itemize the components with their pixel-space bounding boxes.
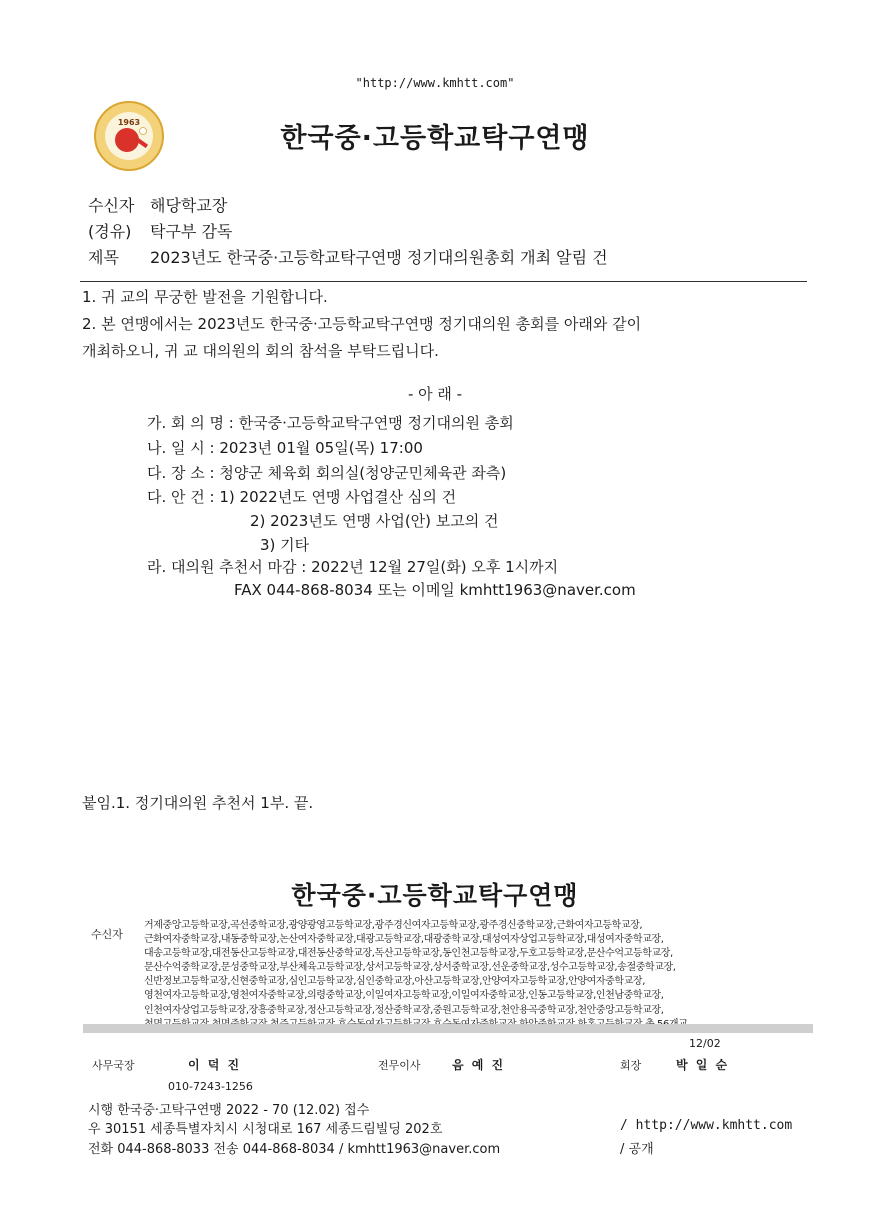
item-deadline: 라. 대의원 추천서 마감 : 2022년 12월 27일(화) 오후 1시까지 (147, 558, 559, 576)
below-heading: - 아 래 - (407, 385, 463, 403)
chair-title: 회장 (620, 1059, 642, 1072)
director-title: 전무이사 (378, 1059, 421, 1072)
via-line (88, 219, 232, 242)
secretary-title: 사무국장 (92, 1059, 135, 1072)
subject-value: 2023년도 한국중·고등학교탁구연맹 정기대의원총회 개최 알림 건 (150, 248, 608, 267)
item-agenda-2: 2) 2023년도 연맹 사업(안) 보고의 건 (250, 512, 499, 530)
subject-label: 제목 (88, 248, 119, 267)
recipients-line: 신반정보고등학교장,신현중학교장,심인고등학교장,심인중학교장,아산고등학교장,안양여자고등학교장,안양여자중학교장, (144, 976, 645, 988)
enforcement-line: 시행 한국중·고탁구연맹 2022 - 70 (12.02) 접수 (88, 1103, 370, 1118)
recipients-line: 문산수억중학교장,문성중학교장,부산체육고등학교장,상서고등학교장,상서중학교장,선운중학교장,성수고등학교장,송절중학교장, (144, 962, 676, 974)
recipient-line (88, 193, 227, 216)
logo-year: 1963 (117, 118, 141, 127)
attachment-note: 붙임.1. 정기대의원 추천서 1부. 끝. (82, 794, 314, 812)
recipients-divider (83, 1024, 813, 1033)
address-line: 우 30151 세종특별자치시 시청대로 167 세종드림빌딩 202호 (88, 1122, 443, 1137)
recipient-label: 수신자 (88, 196, 135, 215)
recipients-line: 인천여자상업고등학교장,장흥중학교장,정산고등학교장,정산중학교장,중원고등학교장,천안용곡중학교장,천안중앙고등학교장, (144, 1004, 664, 1016)
via-value: 탁구부 감독 (150, 222, 233, 241)
paragraph-2-line-2: 개최하오니, 귀 교 대의원의 회의 참석을 부탁드립니다. (82, 342, 439, 360)
secretary-phone: 010-7243-1256 (168, 1080, 253, 1093)
via-label: (경유) (88, 222, 132, 241)
org-title: 한국중·고등학교탁구연맹 (280, 123, 590, 154)
paragraph-1: 1. 귀 교의 무궁한 발전을 기원합니다. (82, 288, 328, 306)
website-link[interactable]: / http://www.kmhtt.com (620, 1118, 793, 1133)
contact-line: 전화 044-868-8033 전송 044-868-8034 / kmhtt1963@naver.com (88, 1142, 501, 1157)
site-url: "http://www.kmhtt.com" (355, 76, 515, 90)
disclosure-status: / 공개 (620, 1142, 654, 1157)
subject-line (88, 245, 608, 268)
recipients-line: 영천여자고등학교장,영천여자중학교장,의령중학교장,이일여자고등학교장,이일여자중학교장,인동고등학교장,인천남중학교장, (144, 990, 664, 1002)
item-meeting-name: 가. 회 의 명 : 한국중·고등학교탁구연맹 정기대의원 총회 (147, 414, 514, 432)
item-date-time: 나. 일 시 : 2023년 01월 05일(목) 17:00 (147, 439, 423, 457)
item-agenda-3: 3) 기타 (260, 536, 310, 554)
sender-title: 한국중·고등학교탁구연맹 (291, 881, 579, 910)
item-place: 다. 장 소 : 청양군 체육회 회의실(청양군민체육관 좌측) (147, 464, 507, 482)
chair-name: 박 일 순 (676, 1058, 730, 1072)
approval-date: 12/02 (689, 1037, 721, 1050)
header-divider (80, 281, 807, 282)
recipients-list (144, 919, 814, 1032)
paragraph-2-line-1: 2. 본 연맹에서는 2023년도 한국중·고등학교탁구연맹 정기대의원 총회를 아래와 같이 (82, 315, 642, 333)
director-name: 음 예 진 (452, 1058, 506, 1072)
secretary-name: 이 덕 진 (188, 1058, 242, 1072)
item-agenda-1: 다. 안 건 : 1) 2022년도 연맹 사업결산 심의 건 (147, 488, 457, 506)
item-contact: FAX 044-868-8034 또는 이메일 kmhtt1963@naver.com (234, 581, 636, 599)
recipients-line: 근화여자중학교장,내동중학교장,논산여자중학교장,대광고등학교장,대광중학교장,대성여자상업고등학교장,대성여자중학교장, (144, 934, 664, 946)
recipients-label: 수신자 (91, 928, 123, 941)
recipients-line: 거제중앙고등학교장,곡선중학교장,광양광영고등학교장,광주경신여자고등학교장,광주경신중학교장,근화여자고등학교장, (144, 920, 643, 931)
recipients-line: 대송고등학교장,대전동산고등학교장,대전동산중학교장,독산고등학교장,동인천고등학교장,두호고등학교장,문산수억고등학교장, (144, 948, 673, 960)
recipient-value: 해당학교장 (150, 196, 228, 215)
